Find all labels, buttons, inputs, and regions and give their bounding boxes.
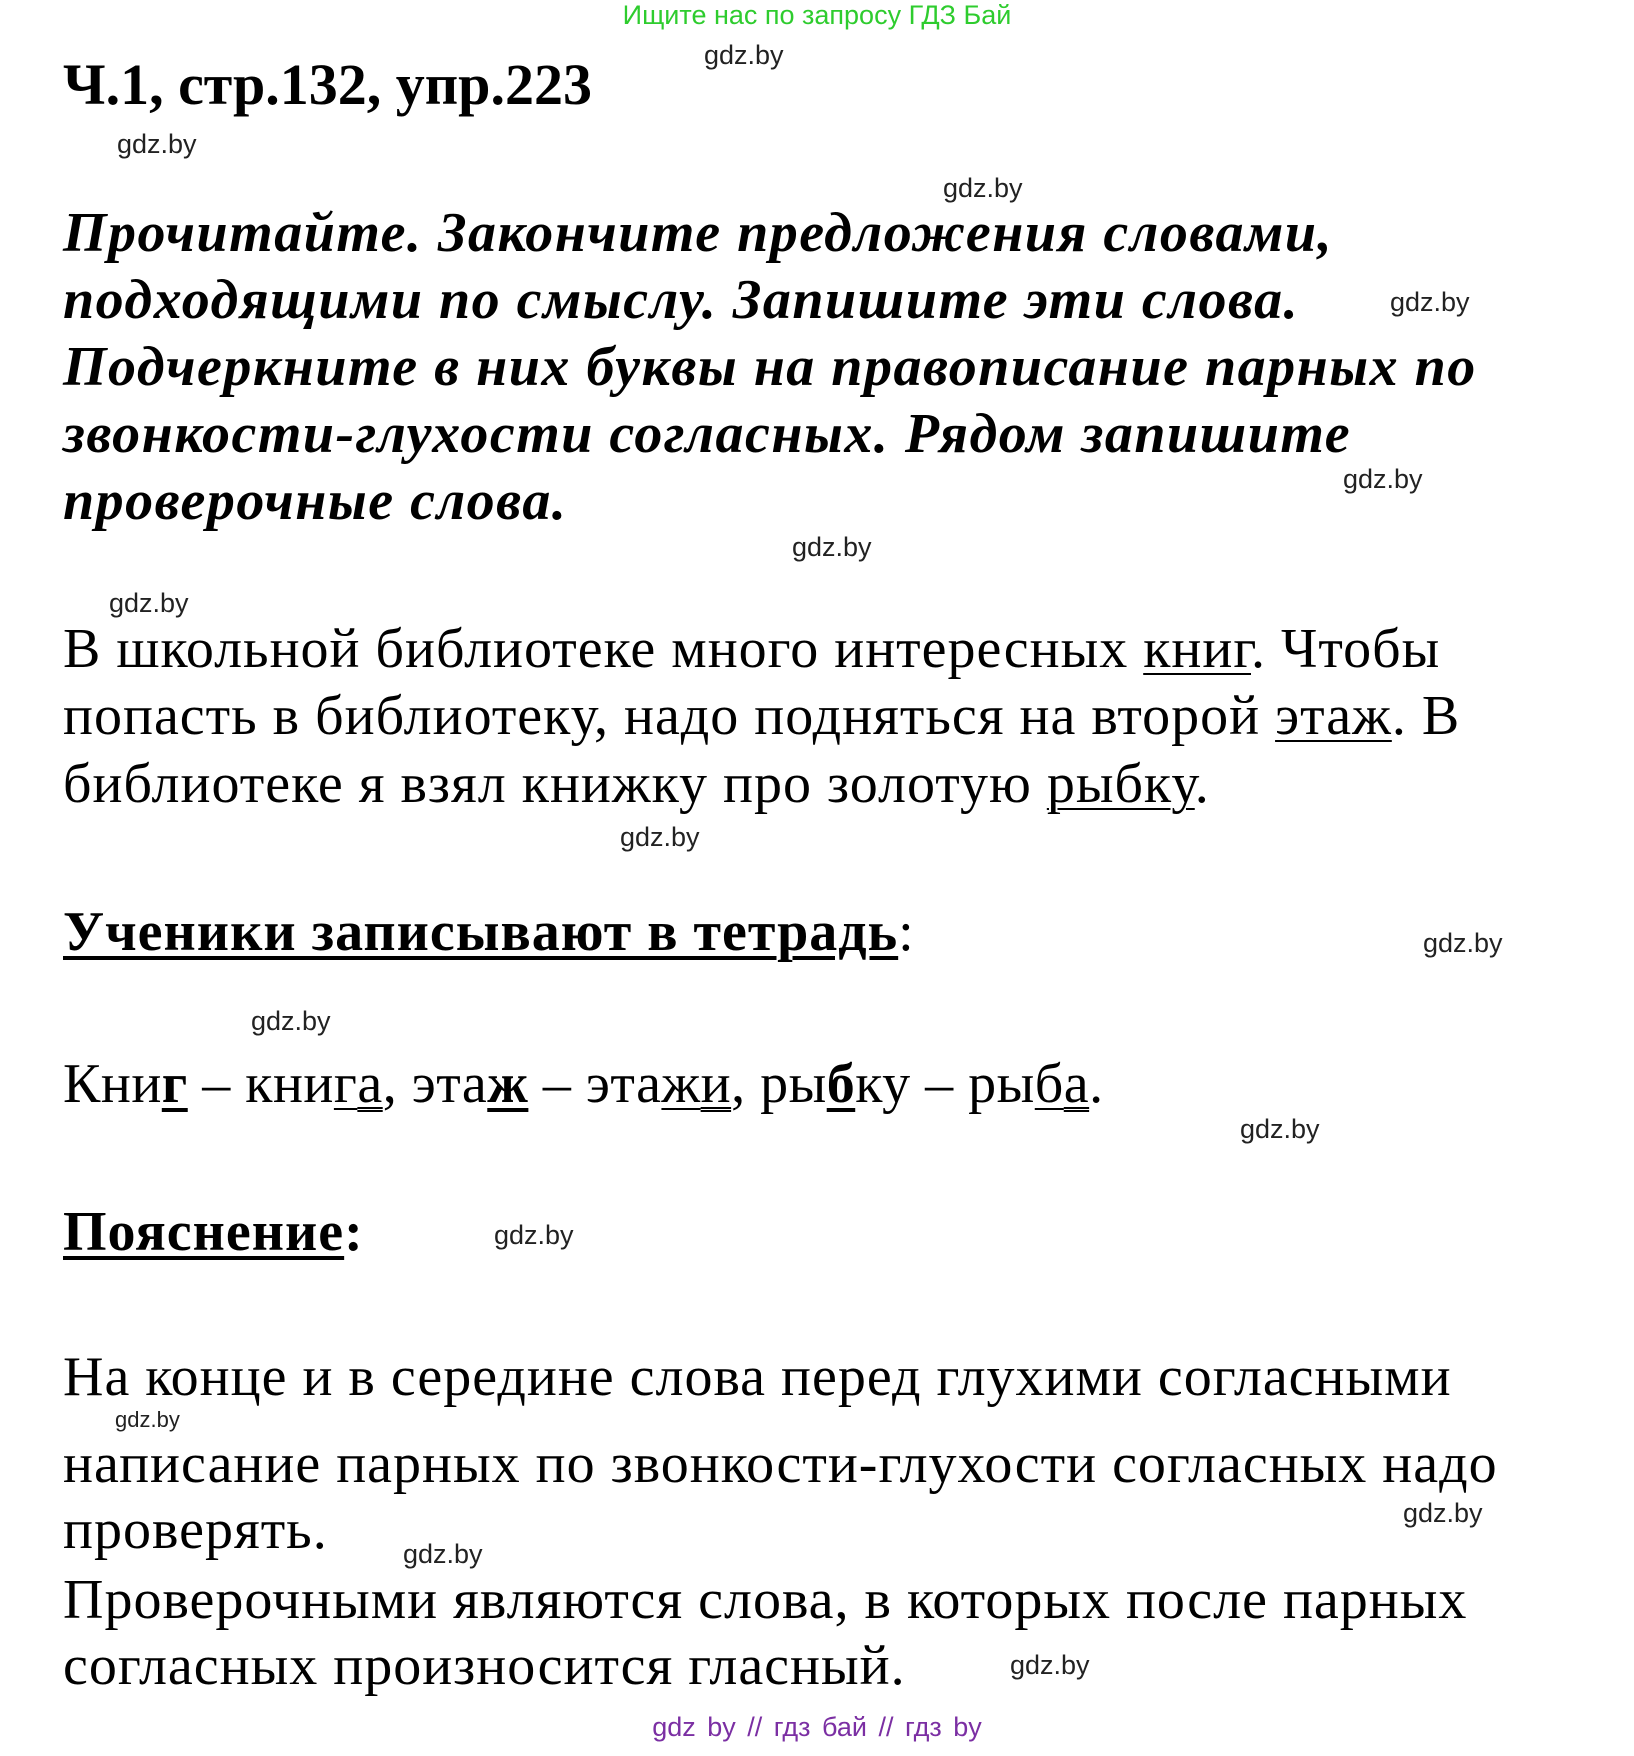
page-title: Ч.1, стр.132, упр.223 bbox=[63, 52, 592, 117]
watermark: gdz.by bbox=[494, 1220, 574, 1250]
marked-letter: г bbox=[333, 1053, 358, 1115]
marked-letter: б bbox=[1034, 1053, 1064, 1115]
watermark: gdz.by bbox=[1403, 1498, 1483, 1528]
watermark: gdz.by bbox=[115, 1407, 180, 1432]
answer-word: книг bbox=[1143, 618, 1251, 680]
text: попасть в библиотеку, надо подняться на второй bbox=[63, 685, 1276, 747]
text: – кни bbox=[187, 1053, 334, 1115]
paragraph-line bbox=[63, 685, 1461, 747]
top-banner: Ищите нас по запросу ГДЗ Бай bbox=[622, 0, 1012, 30]
instruction-line: подходящими по смыслу. Запишите эти слова. bbox=[63, 269, 1300, 331]
watermark: gdz.by bbox=[117, 129, 197, 159]
explanation-line: согласных произносится гласный. bbox=[63, 1635, 906, 1697]
vowel-letter: а bbox=[1063, 1053, 1090, 1115]
text: , эта bbox=[382, 1053, 488, 1115]
text: , ры bbox=[731, 1053, 827, 1115]
watermark: gdz.by bbox=[109, 588, 189, 618]
watermark: gdz.by bbox=[792, 532, 872, 562]
explanation-line: проверять. bbox=[63, 1499, 328, 1561]
watermark: gdz.by bbox=[704, 40, 784, 70]
vowel-letter: а bbox=[357, 1053, 383, 1115]
text: Кни bbox=[63, 1053, 162, 1115]
watermark: gdz.by bbox=[1240, 1114, 1320, 1144]
students-heading-line bbox=[63, 901, 915, 963]
text: библиотеке я взял книжку про золотую bbox=[63, 753, 1047, 815]
watermark: gdz.by bbox=[1423, 928, 1503, 958]
explanation-heading-line bbox=[63, 1201, 364, 1263]
watermark: gdz.by bbox=[403, 1539, 483, 1569]
marked-letter: ж bbox=[487, 1053, 529, 1115]
text: . Чтобы bbox=[1251, 618, 1441, 680]
marked-letter: г bbox=[161, 1053, 188, 1115]
vowel-letter: и bbox=[700, 1053, 732, 1115]
colon: : bbox=[344, 1201, 364, 1263]
marked-letter: б bbox=[826, 1053, 856, 1115]
answer-word: рыбку bbox=[1046, 753, 1195, 815]
watermark: gdz.by bbox=[1010, 1650, 1090, 1680]
text: – эта bbox=[528, 1053, 662, 1115]
answer-line bbox=[63, 1053, 1104, 1115]
watermark: gdz.by bbox=[1343, 464, 1423, 494]
footer-links: gdz by // гдз бай // гдз by bbox=[652, 1712, 982, 1742]
text: В школьной библиотеке много интересных bbox=[63, 618, 1144, 680]
watermark: gdz.by bbox=[1390, 287, 1470, 317]
explanation-line: На конце и в середине слова перед глухими согласными bbox=[63, 1346, 1452, 1408]
students-heading: Ученики записывают в тетрадь bbox=[63, 901, 899, 963]
instruction-line: проверочные слова. bbox=[63, 470, 568, 532]
watermark: gdz.by bbox=[251, 1006, 331, 1036]
instruction-line: Прочитайте. Закончите предложения словами, bbox=[63, 202, 1334, 264]
answer-word: этаж bbox=[1275, 685, 1392, 747]
paragraph-line bbox=[63, 618, 1441, 680]
watermark: gdz.by bbox=[943, 173, 1023, 203]
marked-letter: ж bbox=[661, 1053, 701, 1115]
explanation-heading: Пояснение bbox=[63, 1201, 345, 1263]
explanation-line: Проверочными являются слова, в которых после парных bbox=[63, 1569, 1468, 1631]
text: . bbox=[1194, 753, 1210, 815]
instruction-line: звонкости-глухости согласных. Рядом запишите bbox=[63, 403, 1352, 465]
text: . bbox=[1089, 1053, 1104, 1115]
paragraph-line bbox=[63, 753, 1210, 815]
explanation-line: написание парных по звонкости-глухости согласных надо bbox=[63, 1433, 1498, 1495]
text: ку – ры bbox=[855, 1053, 1035, 1115]
watermark: gdz.by bbox=[620, 822, 700, 852]
colon: : bbox=[898, 901, 915, 963]
text: . В bbox=[1391, 685, 1461, 747]
instruction-line: Подчеркните в них буквы на правописание парных по bbox=[63, 336, 1477, 398]
